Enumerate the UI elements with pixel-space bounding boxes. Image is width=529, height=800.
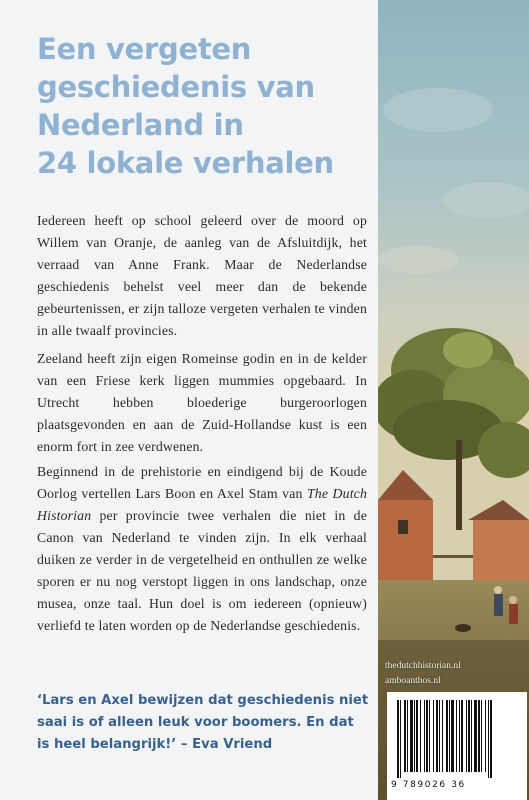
barcode-bar — [426, 700, 428, 772]
barcode-bar — [433, 700, 434, 772]
barcode-bar — [449, 700, 450, 772]
barcode-bar — [407, 700, 408, 772]
barcode-bar — [471, 700, 472, 772]
barcode-bar — [436, 700, 438, 772]
barcode-bar — [461, 700, 463, 772]
body-paragraph-1: Iedereen heeft op school geleerd over de moord op Willem van Oranje, de aanleg van de Afsluitdijk, het verraad van Anne Frank. Maar de Nederlandse geschiedenis behelst veel meer dan de bekende gebeurtenissen, er zijn talloze vergeten verhalen te vinden in alle twaalf provincies. — [37, 213, 367, 338]
endorsement-quote — [37, 690, 370, 756]
isbn-number: 9 789026 36 — [391, 780, 466, 790]
barcode-bar — [439, 700, 440, 772]
quote-line: ‘Lars en Axel bewijzen dat geschiedenis niet — [37, 693, 369, 708]
barcode-bar — [424, 700, 425, 772]
barcode-bar — [481, 700, 482, 772]
barcode-bar — [451, 700, 454, 772]
barcode-bar — [459, 700, 460, 772]
quote-line: saai is of alleen leuk voor boomers. En dat — [37, 715, 354, 730]
barcode-bar — [474, 700, 477, 772]
body-paragraph-3 — [37, 461, 367, 637]
barcode-bar — [416, 700, 418, 772]
isbn-barcode — [387, 692, 527, 800]
body-paragraph-2: Zeeland heeft zijn eigen Romeinse godin en in de kelder van een Friese kerk liggen mummies opgebaard. In Utrecht hebben bloederige burgeroorlogen plaatsgevonden en aan de Zuid-Hollandse kust is een enorm fort in zee verdwenen. — [37, 351, 367, 454]
barcode-bar — [429, 700, 430, 772]
barcode-bar — [485, 700, 486, 772]
barcode-bar — [488, 700, 489, 778]
body-paragraph-3-start: Beginnend in de prehistorie en eindigend bij de Koude Oorlog vertellen Lars Boon en Axel Stam van — [37, 464, 367, 501]
barcode-bar — [456, 700, 457, 772]
headline-line: 24 lokale verhalen — [37, 146, 334, 180]
headline-line: geschiedenis van — [37, 70, 315, 104]
publication-title: The Dutch Historian — [37, 486, 367, 523]
barcode-bar — [400, 700, 401, 778]
barcode-bar — [446, 700, 448, 772]
barcode-bar — [414, 700, 415, 772]
barcode-bar — [490, 700, 492, 778]
barcode-bar — [468, 700, 470, 772]
barcode-bar — [420, 700, 421, 772]
body-paragraph-3-end: per provincie twee verhalen die niet in de Canon van Nederland te vinden zijn. In elk verhaal duiken ze verder in de vergetelheid en onthullen ze welke sporen er nu nog verstopt liggen in ons landschap, onze musea, onze taal. Hun doel is om iedereen (opnieuw) verliefd te laten worden op de Nederlandse geschiedenis. — [37, 508, 367, 633]
headline-line: Nederland in — [37, 108, 244, 142]
barcode-bars — [395, 700, 521, 778]
website-link-amboanthos: amboanthos.nl — [385, 676, 441, 686]
barcode-bar — [442, 700, 443, 772]
barcode-bar — [466, 700, 467, 772]
barcode-bar — [404, 700, 406, 772]
headline-line: Een vergeten — [37, 32, 252, 66]
barcode-bar — [410, 700, 413, 772]
barcode-bar — [397, 700, 399, 778]
website-link-thedutchhistorian: thedutchhistorian.nl — [385, 661, 461, 671]
headline — [37, 30, 367, 182]
quote-line: is heel belangrijk!’ – Eva Vriend — [37, 737, 273, 752]
barcode-bar — [478, 700, 480, 772]
